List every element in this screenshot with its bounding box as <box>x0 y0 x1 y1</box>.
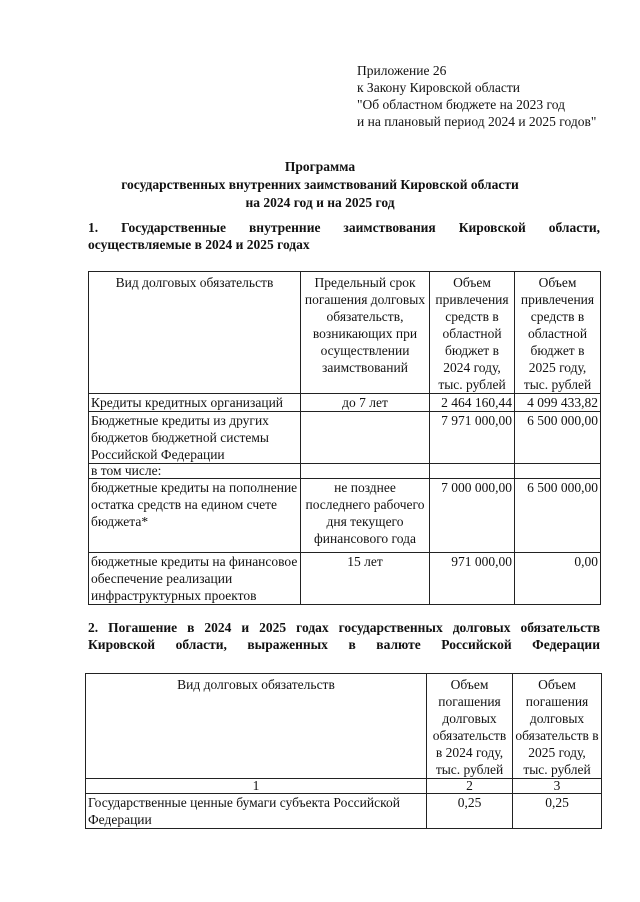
cell-type: бюджетные кредиты на пополнение остатка средств на едином счете бюджета* <box>89 479 301 553</box>
header-volume-2024: Объем погашения долговых обязательств в 2024 году, тыс. рублей <box>427 674 513 779</box>
section-heading-line: 2. Погашение в 2024 и 2025 годах государственных долговых обязательств <box>88 620 600 635</box>
cell-volume-2024: 0,25 <box>427 794 513 829</box>
cell-type: Кредиты кредитных организаций <box>89 394 301 412</box>
cell-term: не позднее последнего рабочего дня текущего финансового года <box>301 479 430 553</box>
header-type: Вид долговых обязательств <box>86 674 427 779</box>
header-volume-2024: Объем привлечения средств в областной бюджет в 2024 году, тыс. рублей <box>430 272 515 394</box>
cell-type: бюджетные кредиты на финансовое обеспечение реализации инфраструктурных проектов <box>89 553 301 605</box>
section-heading-line: Кировской области, выраженных в валюте Российской Федерации <box>88 637 600 652</box>
cell-term: до 7 лет <box>301 394 430 412</box>
table-row <box>89 479 601 553</box>
header-volume-2025: Объем погашения долговых обязательств в 2025 году, тыс. рублей <box>513 674 602 779</box>
header-term: Предельный срок погашения долговых обязательств, возникающих при осуществлении заимствований <box>301 272 430 394</box>
cell-term <box>301 464 430 479</box>
header-type: Вид долговых обязательств <box>89 272 301 394</box>
appendix-line: "Об областном бюджете на 2023 год <box>357 97 565 112</box>
cell-volume-2025: 4 099 433,82 <box>515 394 601 412</box>
header-volume-2025: Объем привлечения средств в областной бюджет в 2025 году, тыс. рублей <box>515 272 601 394</box>
table-header-row <box>89 272 601 394</box>
cell-volume-2024: 971 000,00 <box>430 553 515 605</box>
column-number-row <box>86 779 602 794</box>
column-number: 1 <box>86 779 427 794</box>
table-row <box>89 553 601 605</box>
table-row <box>89 412 601 464</box>
borrowings-table <box>88 271 601 605</box>
cell-volume-2025: 0,25 <box>513 794 602 829</box>
cell-type: Государственные ценные бумаги субъекта Российской Федерации <box>86 794 427 829</box>
appendix-line: к Закону Кировской области <box>357 80 521 95</box>
cell-term: 15 лет <box>301 553 430 605</box>
title-line: государственных внутренних заимствований Кировской области <box>121 177 519 192</box>
column-number: 3 <box>513 779 602 794</box>
section-2-heading <box>88 619 600 653</box>
table-row <box>89 464 601 479</box>
cell-type: Бюджетные кредиты из других бюджетов бюджетной системы Российской Федерации <box>89 412 301 464</box>
cell-volume-2024 <box>430 464 515 479</box>
cell-volume-2025: 0,00 <box>515 553 601 605</box>
cell-volume-2025: 6 500 000,00 <box>515 412 601 464</box>
cell-volume-2025 <box>515 464 601 479</box>
title-line: Программа <box>284 159 356 174</box>
table-row <box>89 394 601 412</box>
cell-volume-2024: 7 000 000,00 <box>430 479 515 553</box>
cell-volume-2024: 2 464 160,44 <box>430 394 515 412</box>
document-title <box>0 158 640 212</box>
cell-type: в том числе: <box>89 464 301 479</box>
repayment-table <box>85 673 602 829</box>
appendix-line: Приложение 26 <box>357 63 447 78</box>
cell-volume-2024: 7 971 000,00 <box>430 412 515 464</box>
table-row <box>86 794 602 829</box>
section-1-heading <box>88 219 600 253</box>
cell-term <box>301 412 430 464</box>
table-header-row <box>86 674 602 779</box>
appendix-block <box>357 62 596 130</box>
title-line: на 2024 год и на 2025 год <box>245 195 395 210</box>
appendix-line: и на плановый период 2024 и 2025 годов" <box>357 114 597 129</box>
column-number: 2 <box>427 779 513 794</box>
cell-volume-2025: 6 500 000,00 <box>515 479 601 553</box>
section-heading-line: 1. Государственные внутренние заимствования Кировской области, <box>88 220 600 235</box>
section-heading-line: осуществляемые в 2024 и 2025 годах <box>88 237 310 252</box>
